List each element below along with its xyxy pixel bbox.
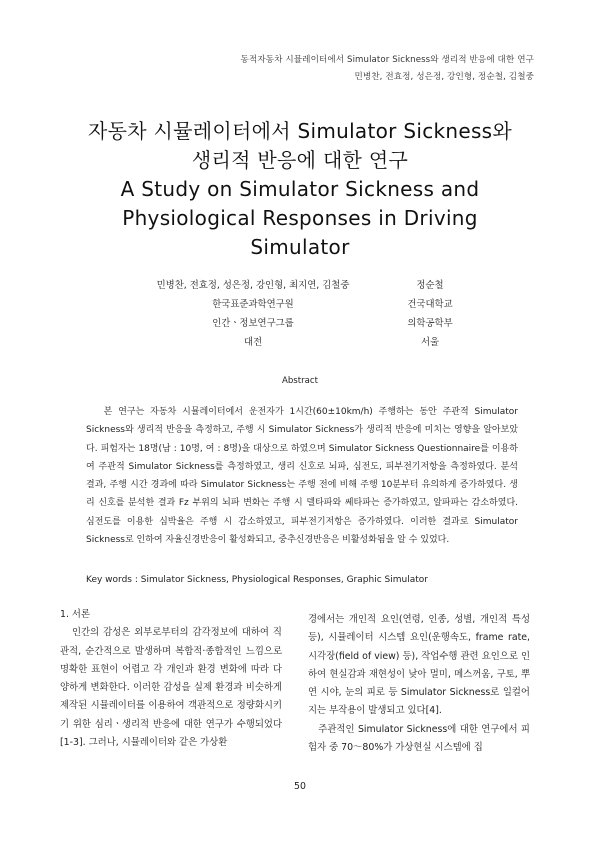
paragraph: 경에서는 개인적 요인(연령, 인종, 성별, 개인적 특성 등), 시뮬레이터 시스템 요인(운행속도, frame rate, 시각장(field of view) 등), 작업수행 관련 요인으로 인하여 현실감과 재현성이 낮아 멀미, 메스꺼움, 구토, 뿌연 시야, 눈의 피로 등 Simulator Sickness로 일컬어지는 부작용이 발생되고 있다[4]. [308, 614, 530, 717]
running-header-title: 동적자동차 시뮬레이터에서 Simulator Sickness와 생리적 반응에 대한 연구 [240, 55, 534, 65]
abstract-heading: Abstract [281, 376, 319, 386]
running-header [241, 52, 534, 86]
english-title-line-3: Simulator [250, 235, 350, 259]
left-column [60, 606, 282, 752]
right-column [308, 611, 530, 757]
author-names: 정순철 [416, 280, 444, 291]
english-title-line-2: Physiological Responses in Driving [122, 206, 478, 230]
keywords: Key words : Simulator Sickness, Physiological Responses, Graphic Simulator [86, 575, 428, 585]
author-institution: 한국표준과학연구원 [212, 299, 294, 310]
author-city: 서울 [420, 337, 440, 348]
abstract-text: 본 연구는 자동차 시뮬레이터에서 운전자가 1시간(60±10km/h) 주행하는 동안 주관적 Simulator Sickness와 생리적 반응을 측정하고, 주행 시 Simulator Sickness가 생리적 반응에 미치는 영향을 알아보았다. 피험자는 18명(남 : 10명, 여 : 8명)을 대상으로 하였으며 Simulator Sickness Questionnaire를 이용하여 주관적 Simulator Sickness를 측정하였고, 생리 신호로 뇌파, 심전도, 피부전기저항을 측정하였다. 분석 결과, 주행 시간 경과에 따라 Simulator Sickness는 주행 전에 비해 주행 10분부터 유의하게 증가하였다. 생리 신호를 분석한 결과 Fz 부위의 뇌파 변화는 주행 시 델타파와 쎄타파는 증가하였고, 알파파는 감소하였다. 심전도를 이용한 심박율은 주행 시 감소하였고, 피부전기저항은 증가하였다. 이러한 결과로 Simulator Sickness로 인하여 자율신경반응이 활성화되고, 중추신경반응은 비활성화됨을 알 수 있었다. [86, 407, 518, 546]
abstract-body [86, 403, 518, 549]
author-group-1 [148, 276, 358, 352]
author-city: 대전 [243, 337, 263, 348]
paragraph-text: 인간의 감성은 외부로부터의 감각정보에 대하여 직관적, 순간적으로 발생하며 복합적·종합적인 느낌으로 명확한 표현이 어렵고 각 개인과 환경 변화에 따라 다양하게 변화한다. 이러한 감성을 실제 환경과 비슷하게 제작된 시뮬레이터를 이용하여 객관적으로 정량화시키기 위한 심리ㆍ생리적 반응에 대한 연구가 수행되었다[1-3]. 그러나, 시뮬레이터와 같은 가상환 [60, 627, 282, 749]
author-department: 인간ㆍ정보연구그룹 [212, 318, 294, 329]
author-institution: 건국대학교 [407, 299, 453, 310]
running-header-authors: 민병찬, 전효정, 성은정, 강인형, 정순철, 김철중 [354, 72, 534, 82]
author-group-2 [380, 276, 480, 352]
page-number: 50 [294, 781, 306, 792]
section-heading: 1. 서론 [60, 609, 91, 620]
korean-title-line-2: 생리적 반응에 대한 연구 [191, 148, 409, 172]
english-title-line-1: A Study on Simulator Sickness and [120, 177, 480, 201]
paragraph [60, 624, 282, 752]
author-department: 의학공학부 [407, 318, 453, 329]
paragraph-text: 주관적인 Simulator Sickness에 대한 연구에서 피험자 중 70～80%가 가상현실 시스템에 집 [308, 723, 530, 754]
author-names: 민병찬, 전효정, 성은정, 강인형, 최지연, 김철중 [156, 280, 350, 291]
paper-title [40, 117, 560, 262]
korean-title-line-1: 자동차 시뮬레이터에서 Simulator Sickness와 [87, 119, 513, 143]
paragraph [308, 721, 530, 758]
